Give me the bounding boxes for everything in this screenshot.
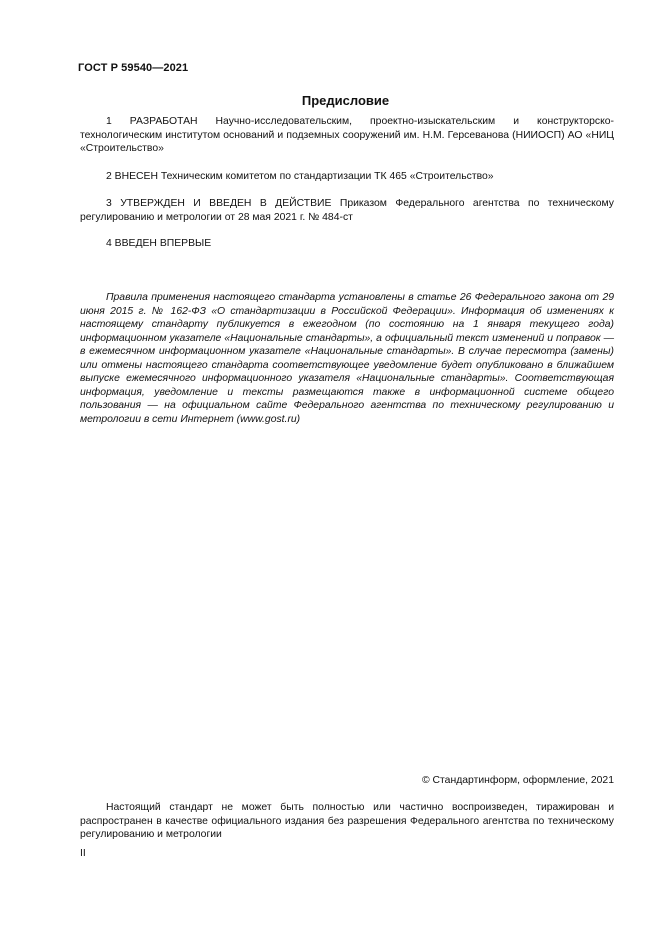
copyright-line: © Стандартинформ, оформление, 2021: [421, 775, 614, 786]
preface-item-approved: 3 УТВЕРЖДЕН И ВВЕДЕН В ДЕЙСТВИЕ Приказом Федерального агентства по техническому регулированию и метрологии от 28 мая 2021 г. № 484-ст: [80, 198, 614, 223]
preface-item-developed: 1 РАЗРАБОТАН Научно-исследовательским, проектно-изыскательским и конструкторско-технологическим институтом оснований и подземных сооружений им. Н.М. Герсеванова (НИИОСП) АО «НИЦ «Строительство»: [80, 116, 614, 154]
preface-item-introduced: 2 ВНЕСЕН Техническим комитетом по стандартизации ТК 465 «Строительство»: [106, 171, 494, 182]
reproduction-notice: Настоящий стандарт не может быть полностью или частично воспроизведен, тиражирован и распространен в качестве официального издания без разрешения Федерального агентства по техническому регулированию и метрологии: [80, 802, 614, 840]
page-number: II: [80, 848, 86, 859]
document-code: ГОСТ Р 59540—2021: [78, 62, 189, 74]
preface-item-first-introduced: 4 ВВЕДЕН ВПЕРВЫЕ: [106, 238, 212, 249]
application-rules-note: Правила применения настоящего стандарта установлены в статье 26 Федерального закона от 29 июня 2015 г. № 162-ФЗ «О стандартизации в Российской Федерации». Информация об изменениях к настоящему стандарту публикуется в ежегодном (по состоянию на 1 января текущего года) информационном указателе «Национальные стандарты», а официальный текст изменений и поправок — в ежемесячном информационном указателе «Национальные стандарты». В случае пересмотра (замены) или отмены настоящего стандарта соответствующее уведомление будет опубликовано в ближайшем выпуске ежемесячного информационного указателя «Национальные стандарты». Соответствующая информация, уведомление и тексты размещаются также в информационной системе общего пользования — на официальном сайте Федерального агентства по техническому регулированию и метрологии в сети Интернет (www.gost.ru): [80, 292, 614, 425]
preface-title: Предисловие: [301, 93, 390, 108]
